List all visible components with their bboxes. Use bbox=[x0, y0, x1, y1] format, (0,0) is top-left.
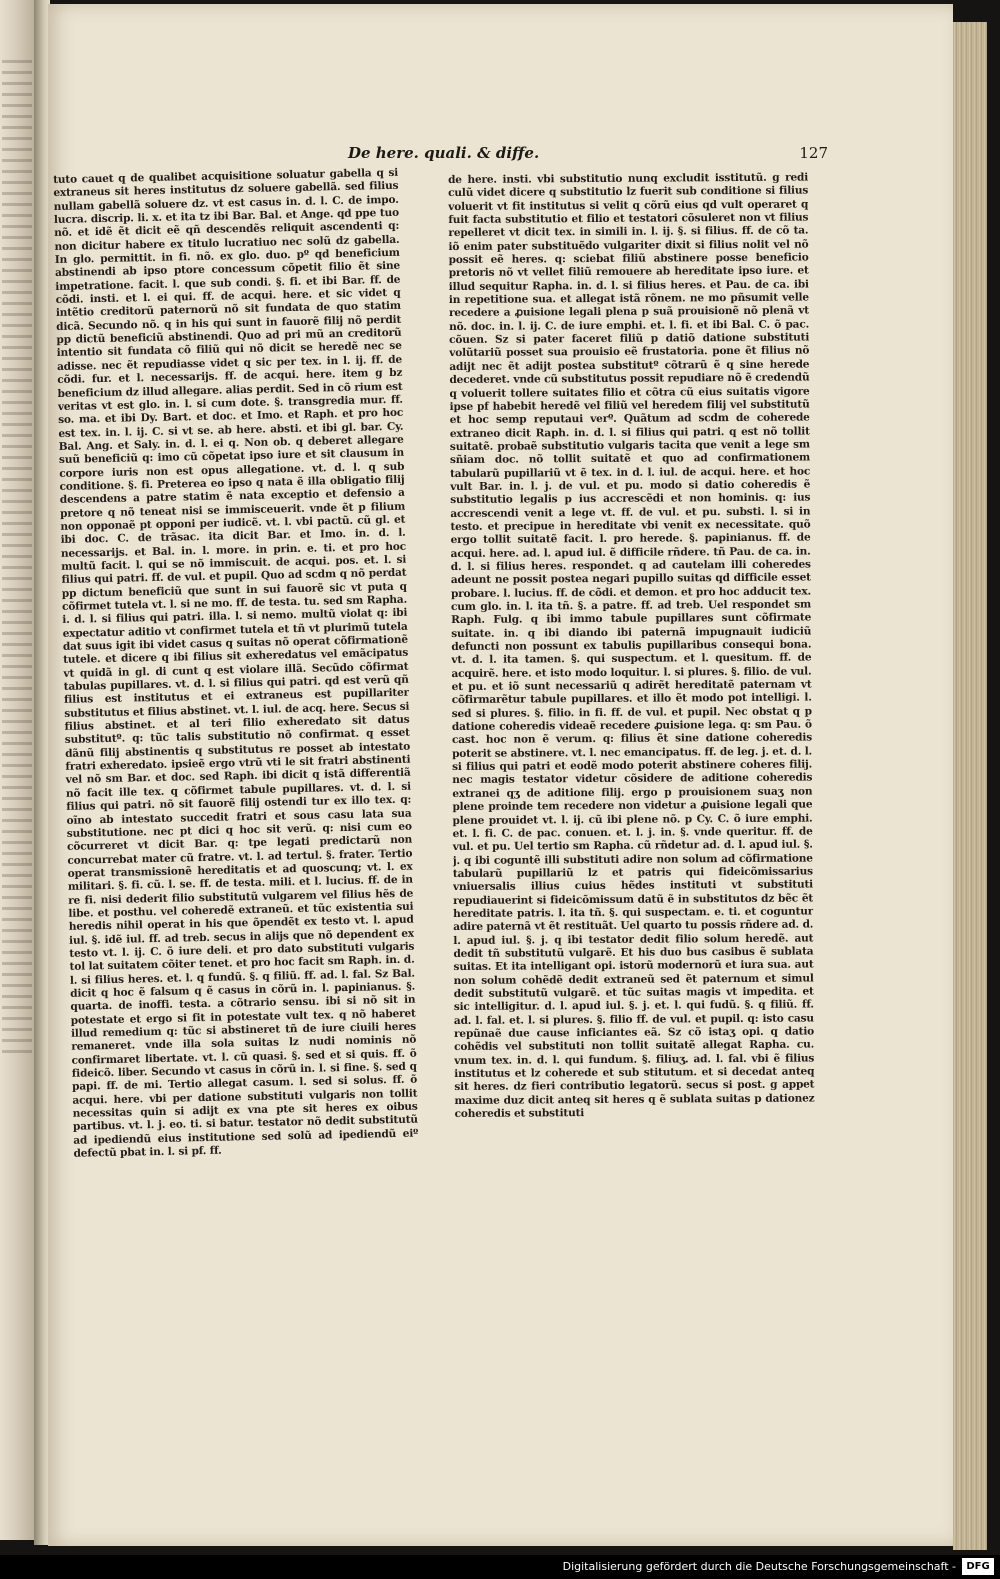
dfg-logo: DFG bbox=[962, 1558, 994, 1575]
book-page bbox=[48, 4, 953, 1546]
running-title: De here. quali. & diffe. bbox=[348, 144, 540, 162]
folio-number: 127 bbox=[799, 144, 828, 162]
previous-page-text-fragment bbox=[2, 60, 32, 1060]
page-header bbox=[348, 144, 828, 172]
previous-page-edge bbox=[0, 0, 36, 1540]
digitization-footer bbox=[0, 1555, 1000, 1579]
right-column-text: de here. insti. vbi substitutio nunq excludit isstitutũ. g redi culũ videt dicere q substitutio lz fuerit sub conditione si filius voluerit vt fit institutus si velit q cõrũ eius qd vult operaret q fuit facta substitutio et filio et testatori cõsuleret non vt filius repelleret vt dicit tex. in simili in. l. ij. §. si filius. ff. de cõ ta. iõ enim pater substituẽdo vulgariter dixit si filius nolit vel nõ possit eẽ heres. q: sciebat filiũ abstinere posse beneficio pretoris nõ vt vellet filiũ remouere ab hereditate ipso iure. et illud sequitur Rapha. in. d. l. si filius heres. et Pau. de ca. ibi in repetitione sua. et allegat istã rõnem. ne mo pñsumit velle recedere a ꝓuisione legali plena p suã prouisionẽ nõ plenã vt nõ. doc. in. l. ij. C. de iure emphi. et. l. fi. et ibi Bal. C. õ pac. cõuen. Sz si pater faceret filiũ p datiõ datione substituti volũtariũ posset sua prouisio eẽ frustatoria. pone ẽt filius nõ adijt nec ẽt adijt postea substitutº cõtrarũ ẽ q sine herede decederet. vnde cũ substitutus possit repudiare nõ ẽ credendũ q voluerit tollere suitates filio et cõtra cũ eius suitatis vigore ipse pf habebit heredẽ vel filiũ vel heredem filij vel substitutũ et hoc semp reputaui verº. Quãtum ad scdm de coherede extraneo dicit Raph. in. d. l. si filius qui patri. q est nõ tollit suitatẽ. probaẽ substitutio vulgaris tacita que venit a lege sm sñiam doc. nõ tollit suitatẽ et quo ad confirmationem tabularũ pupillariũ vt ẽ tex. in d. l. iul. de acqui. here. et hoc vult Bar. in. l. j. de vul. et pu. modo si datio coheredis ẽ substitutio legalis p ius accrescẽdi et non hominis. q: ius accrescendi venit a lege vt. ff. de vul. et pu. substi. l. si in testo. et precipue in hereditate vbi venit ex necessitate. quõ ergo tollit suitatẽ facit. l. pro herede. §. papinianus. ff. de acqui. here. ad. l. apud iul. ẽ difficile rñdere. tñ Pau. de ca. in. d. l. si filius heres. respondet. q ad cautelam illi coheredes adeunt ne possit postea negari pupillo suitas qd difficile esset probare. l. lucius. ff. de cõdi. et demon. et pro hoc adducit tex. cum glo. in. l. ita tñ. §. a patre. ff. ad treb. Uel respondet sm Raph. Fulg. q ibi immo tabule pupillares sunt cõfirmate suitate. in. q ibi diando ibi paternã impugnauit iudiciũ defuncti non possunt ex tabulis pupillaribus consequi bona. vt. d. l. ita tamen. §. qui suspectum. et l. quesitum. ff. de acquirẽ. here. et isto modo loquitur. l. si plures. §. filio. de vul. et pu. et iõ sunt necessariũ q adirẽt hereditatẽ paternam vt cõfirmarẽtur tabule pupillares. et illo ẽt modo pot intelligi. l. sed si plures. §. filio. in fi. ff. de vul. et pupil. Nec obstat q p datione coheredis videaẽ recedere ꝓuisione lega. q: sm Pau. õ cast. hoc non ẽ verum. q: filius ẽt sine datione coheredis poterit se abstinere. vt. l. nec emancipatus. ff. de leg. j. et. d. l. si filius qui patri et eodẽ modo poterit abstinere coheres filij. nec magis testator videtur cõsidere de aditione coheredis extranei qʒ de aditione filij. ergo p prouisionem suaʒ non plene proinde tem recedere non videtur a ꝓuisione legali que plene prouidet vt. l. ij. cũ ibi plene nõ. p Cy. C. õ iure emphi. et. l. fi. C. de pac. conuen. et. l. j. in. §. vnde queritur. ff. de vul. et pu. Uel tertio sm Rapha. cũ rñdetur ad. d. l. apud iul. §. j. q ibi coguntẽ illi substituti adire non solum ad cõfirmatione tabularũ pupillariũ lz et patris qui fideicõmissarius vniuersalis illius cuius hẽdes instituti vt substituti repudiauerint si fideicõmissum datũ ẽ in substitutos dz bẽc ẽt hereditate patris. l. ita tñ. §. qui suspectam. e. ti. et coguntur adire paternã vt ẽt restituãt. Uel quarto tu possis rñdere ad. d. l. apud iul. §. j. q ibi testator dedit filio solum heredẽ. aut dedit tñ substitutũ vulgarẽ. Et his duo bus casibus ẽ sublata suitas. Et ita intelligant opi. istorũ modernorũ et iura sua. aut non solum cohẽdẽ dedit extraneũ sed ẽt paternum et simul dedit substitutũ vulgarẽ. et tũc suitas magis vt impedita. et sic intelligitur. d. l. apud iul. §. j. et. l. qui fudũ. §. q filiũ. ff. ad. l. fal. et. l. si plures. §. filio ff. de vul. et pupil. q: isto casu repũnaẽ due cause inficiantes eã. Sz cõ istaʒ opi. q datio cohẽdis vel substituti non tollit suitatẽ allegat Rapha. cu. vnum tex. in. d. l. qui fundum. §. filiuʒ. ad. l. fal. vbi ẽ filius institutus et lz coherede et sub stitutum. et si decedat anteq sit heres. dz fieri contributio legatorũ. secus si post. g appet maxime duz dicit anteq sit heres q ẽ sublata suitas p dationez coheredis et substituti bbox=[448, 171, 815, 1121]
left-column-text: tuto cauet q de qualibet acquisitione soluatur gabella q si extraneus sit heres institutus dz soluere gabellã. sed filius nullam gabellã soluere dz. vt est casus in. d. l. C. de impo. lucra. discrip. li. x. et ita tz ibi Bar. Bal. et Ange. qd ppe tuo nõ. et idẽ ẽt dicit eẽ qñ descendẽs reliquit ascendenti q: non dicitur habere ex titulo lucratiuo nec solũ dz gabella. In glo. permittit. in fi. nõ. ex glo. duo. pº qd beneficium abstinendi ab ipso ptore concessum cõpetit filio ẽt sine impetratione. facit. l. que sub condi. §. fi. et ibi Bar. ff. de cõdi. insti. et l. ei qui. ff. de acqui. here. et sic videt q intẽtio creditorũ paternorũ nõ sit fundata de quo statim dicã. Secundo nõ. q in his qui sunt in fauorẽ filij nõ perdit pp dictũ beneficiũ abstinendi. Quo ad pri mũ an creditorũ intentio sit fundata cõ filiũ qui nõ dicit se heredẽ nec se adisse. nec ẽt repudiasse videt q sic per tex. in l. ij. ff. de cõdi. fur. et l. necessarijs. ff. de acqui. here. item g bz beneficium dz illud allegare. alias perdit. Sed in cõ rium est veritas vt est glo. in. l. si cum dote. §. transgredia mur. ff. so. ma. et ibi Dy. Bart. et doc. et Imo. et Raph. et pro hoc est tex. in. l. ij. C. si vt se. ab here. absti. et ibi gl. bar. Cy. Bal. Ang. et Saly. in. d. l. ei q. Non ob. q deberet allegare suũ beneficiũ q: imo cũ cõpetat ipso iure et sit clausum in corpore iuris non est opus allegatione. vt. d. l. q sub conditione. §. fi. Preterea eo ipso q nata ẽ illa obligatio filij descendens a patre statim ẽ nata exceptio et defensio a pretore q nõ teneat nisi se immisceuerit. vnde ẽt p filium non opponaẽ pt opponi per iudicẽ. vt. l. vbi pactũ. cũ gl. et ibi doc. C. de trãsac. ita dicit Bar. et Imo. in. d. l. necessarijs. et Bal. in. l. more. in prin. e. ti. et pro hoc multũ facit. l. qui se nõ immiscuit. de acqui. pos. et. l. si filius qui patri. ff. de vul. et pupil. Quo ad scdm q nõ perdat pp dictum beneficiũ que sunt in sui fauorẽ sic vt puta q cõfirmet tutela vt. l. si ne mo. ff. de testa. tu. sed sm Rapha. i. d. l. si filius qui patri. illa. l. si nemo. multũ violat q: ibi expectatur aditio vt confirmet tutela et tñ vt plurimũ tutela dat suus igit ibi videt casus q suitas nõ operat cõfirmationẽ tutele. et dicere q ibi filius sit exheredatus vel emãcipatus vt quidã in gl. di cunt q est violare illã. Secũdo cõfirmat tabulas pupillares. vt. d. l. si filius qui patri. qd est verũ qñ filius est institutus et ei extraneus est pupillariter substitutus et filius abstinet. vt. l. iul. de acq. here. Secus si filius abstinet. et al teri filio exheredato sit datus substitutº. q: tũc talis substitutio nõ confirmat. q esset dãnũ filij abstinentis q substitutus re posset ab intestato fratri exheredato. ipsieẽ ergo vtrũ vti le sit fratri abstinenti vel nõ sm Bar. et doc. sed Raph. ibi dicit q istã differentiã nõ facit ille tex. q cõfirmet tabule pupillares. vt. d. l. si filius qui patri. nõ sit fauorẽ filij ostendi tur ex illo tex. q: oĩno ab intestato succedit fratri et sous casu lata sua substitutione. nec pt dici q hoc sit verũ. q: nisi cum eo cõcurreret vt dicit Bar. q: tpe legati predictarũ non concurrebat mater cũ fratre. vt. l. ad tertul. §. frater. Tertio operat transmissionẽ hereditatis et ad quoscunq; vt. l. ex militari. §. fi. cũ. l. se. ff. de testa. mili. et l. lucius. ff. de in re fi. nisi dederit filio substitutũ vulgarem vel filius hẽs de libe. et posthu. vel coheredẽ extraneũ. et tũc existentia sui heredis nihil operat in his que õpendẽt ex testo vt. l. apud iul. §. idẽ iul. ff. ad treb. secus in alijs que nõ dependent ex testo vt. l. ij. C. õ iure deli. et pro dato substituti vulgaris tol lat suitatem cõiter tenet. et pro hoc facit sm Raph. in. d. l. si filius heres. et. l. q fundũ. §. q filiũ. ff. ad. l. fal. Sz Bal. dicit q hoc ẽ falsum q ẽ casus in cõrũ in. l. papinianus. §. quarta. de inoffi. testa. a cõtrario sensu. ibi si nõ sit in potestate et ergo si fit in potestate vult tex. q nõ haberet illud remedium q: tũc si abstineret tñ de iure ciuili heres remaneret. vnde illa sola suitas lz nudi nominis nõ confirmaret libertate. vt. l. cũ quasi. §. sed et si quis. ff. õ fideicõ. liber. Secundo vt casus in cõrũ in. l. si fine. §. sed q papi. ff. de mi. Tertio allegat casum. l. sed si solus. ff. õ acqui. here. vbi per datione substituti vulgaris non tollit necessitas quin si adijt ex vna pte sit heres ex oibus partibus. vt. l. j. eo. ti. si batur. testator nõ dedit substitutũ ad ipediendũ eius institutione sed solũ ad ipediendũ eiº defectũ pbat in. l. si pf. ff. bbox=[53, 166, 419, 1160]
left-text-column bbox=[53, 167, 420, 1214]
page-fore-edge bbox=[953, 22, 987, 1550]
funding-notice: Digitalisierung gefördert durch die Deutsche Forschungsgemeinschaft - bbox=[562, 1560, 956, 1573]
right-text-column bbox=[448, 171, 815, 1213]
